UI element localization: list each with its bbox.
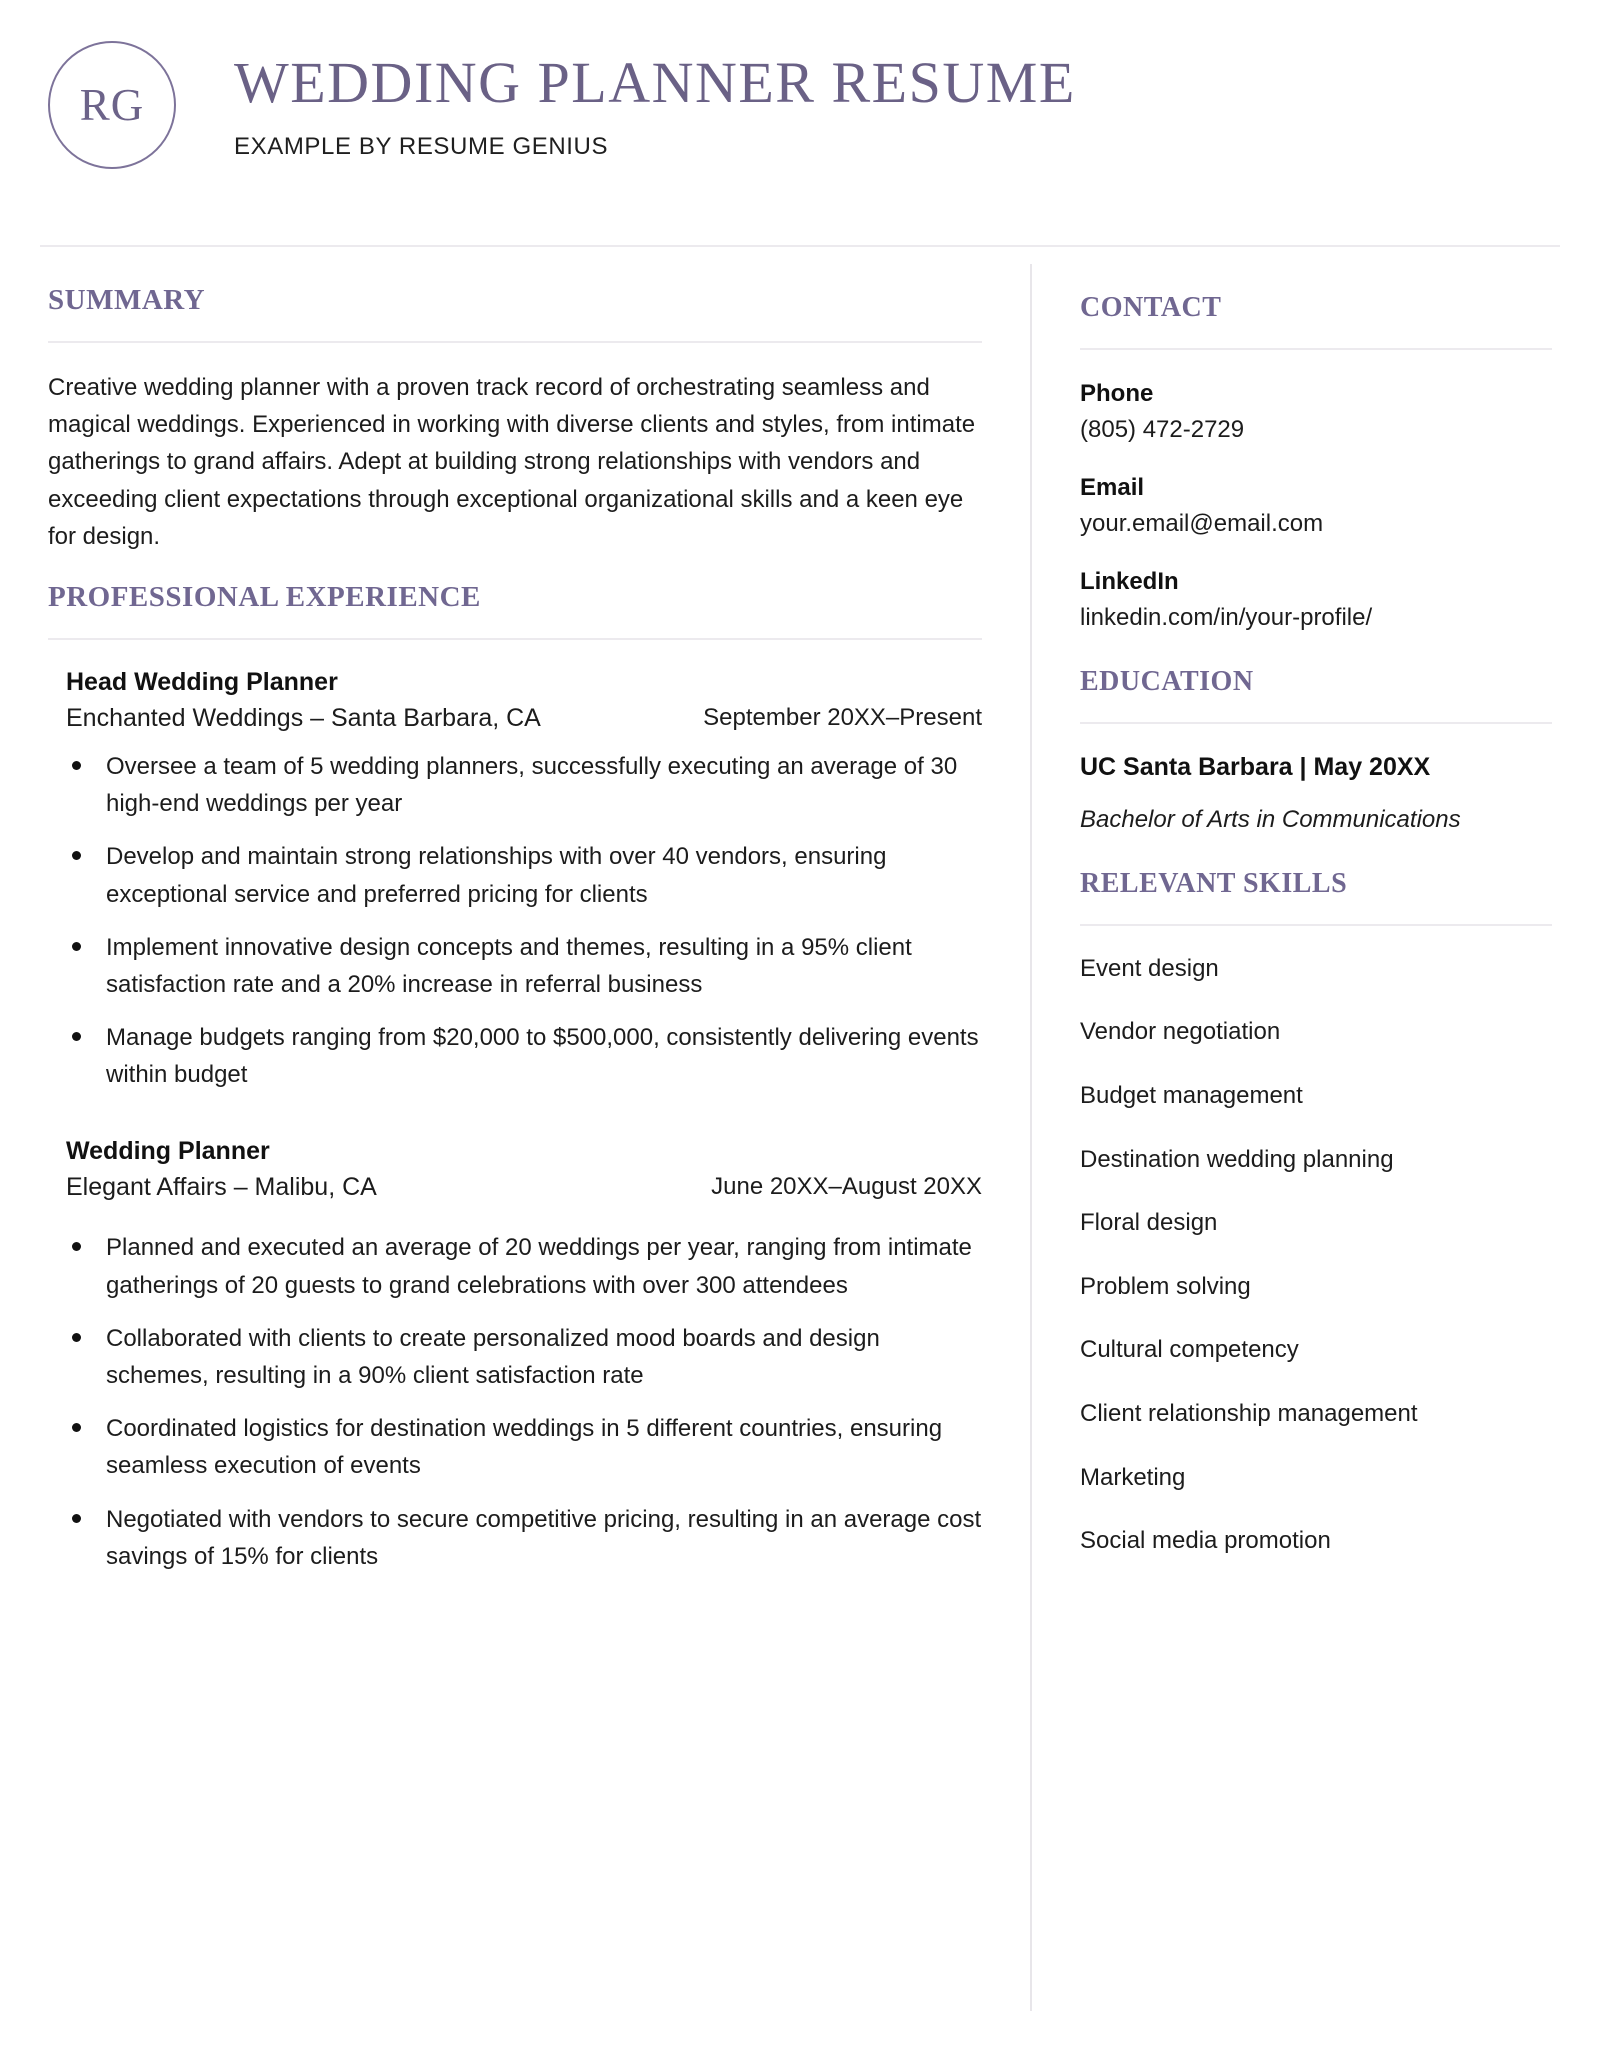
contact-value[interactable]: (805) 472-2729 xyxy=(1080,416,1245,443)
job-bullet xyxy=(48,1410,982,1484)
education-degree: Bachelor of Arts in Communications xyxy=(1080,806,1461,833)
list-item: Marketing xyxy=(1080,1463,1186,1491)
contact-item-phone xyxy=(1080,376,1552,448)
list-item: Client relationship management xyxy=(1080,1399,1418,1427)
job-header xyxy=(48,666,982,736)
job-bullet xyxy=(48,1229,982,1303)
list-item: Event design xyxy=(1080,954,1219,982)
list-item: Destination wedding planning xyxy=(1080,1145,1394,1173)
bullet-dot-icon xyxy=(72,1514,81,1523)
bullet-dot-icon xyxy=(72,761,81,770)
education-school: UC Santa Barbara | May 20XX xyxy=(1080,753,1431,781)
bullet-dot-icon xyxy=(72,1032,81,1041)
list-item: Problem solving xyxy=(1080,1272,1251,1300)
list-item: Vendor negotiation xyxy=(1080,1018,1281,1046)
header-divider xyxy=(40,245,1560,247)
section-heading-contact: CONTACT xyxy=(1080,292,1222,323)
list-item: Social media promotion xyxy=(1080,1527,1331,1555)
header-titles xyxy=(234,49,1076,162)
section-rule-contact xyxy=(1080,348,1552,350)
list-item: Cultural competency xyxy=(1080,1336,1299,1364)
main-column xyxy=(0,258,1030,2071)
page-title: WEDDING PLANNER RESUME xyxy=(234,49,1076,115)
job-header xyxy=(48,1135,982,1205)
page-subtitle: EXAMPLE BY RESUME GENIUS xyxy=(234,133,609,161)
job-bullets xyxy=(48,1229,982,1575)
job-title: Head Wedding Planner xyxy=(66,667,338,696)
summary-text: Creative wedding planner with a proven track record of orchestrating seamless and magical weddings. Experienced in working with diverse clients and styles, from intimate gatherings to grand affairs. Adept at building strong relationships with vendors and exceeding client expectations through exceptional organizational skills and a keen eye for design. xyxy=(48,374,976,550)
sidebar-column xyxy=(1032,258,1600,2071)
section-rule-experience xyxy=(48,638,982,640)
contact-item-email xyxy=(1080,470,1552,542)
contact-value[interactable]: linkedin.com/in/your-profile/ xyxy=(1080,604,1373,631)
bullet-dot-icon xyxy=(72,1242,81,1251)
job-bullet-text: Coordinated logistics for destination weddings in 5 different countries, ensuring seamless execution of events xyxy=(106,1415,943,1480)
list-item: Budget management xyxy=(1080,1081,1303,1109)
contact-value[interactable]: your.email@email.com xyxy=(1080,510,1324,537)
job-title: Wedding Planner xyxy=(66,1137,270,1166)
list-item: Floral design xyxy=(1080,1209,1218,1237)
experience-item xyxy=(48,1135,982,1575)
job-bullet xyxy=(48,1501,982,1575)
job-bullet-text: Develop and maintain strong relationships with over 40 vendors, ensuring exceptional service and preferred pricing for clients xyxy=(106,843,887,908)
job-dates: June 20XX–August 20XX xyxy=(711,1173,982,1201)
job-company: Enchanted Weddings – Santa Barbara, CA xyxy=(66,703,541,732)
section-heading-education: EDUCATION xyxy=(1080,666,1254,697)
section-heading-experience: PROFESSIONAL EXPERIENCE xyxy=(48,580,481,613)
contact-label: LinkedIn xyxy=(1080,568,1179,595)
job-bullet-text: Negotiated with vendors to secure competitive pricing, resulting in an average cost savings of 15% for clients xyxy=(106,1505,982,1570)
section-heading-summary: SUMMARY xyxy=(48,284,206,316)
job-dates: September 20XX–Present xyxy=(703,703,982,731)
contact-item-linkedin xyxy=(1080,564,1552,636)
job-bullet xyxy=(48,1320,982,1394)
job-bullet xyxy=(48,1019,982,1093)
job-bullet-text: Planned and executed an average of 20 weddings per year, ranging from intimate gatherings of 20 guests to grand celebrations with over 300 attendees xyxy=(106,1234,972,1299)
bullet-dot-icon xyxy=(72,1423,81,1432)
section-heading-skills: RELEVANT SKILLS xyxy=(1080,867,1348,899)
job-bullet xyxy=(48,748,982,822)
job-bullets xyxy=(48,748,982,1094)
resume-body xyxy=(0,258,1600,2071)
job-bullet-text: Oversee a team of 5 wedding planners, successfully executing an average of 30 high-end weddings per year xyxy=(106,752,958,818)
skills-list xyxy=(1080,952,1552,1558)
bullet-dot-icon xyxy=(72,942,81,951)
section-rule-education xyxy=(1080,722,1552,724)
job-bullet-text: Collaborated with clients to create personalized mood boards and design schemes, resulting in a 90% client satisfaction rate xyxy=(106,1324,880,1389)
job-bullet xyxy=(48,838,982,912)
contact-label: Phone xyxy=(1080,380,1154,407)
logo-circle xyxy=(48,41,176,169)
contact-label: Email xyxy=(1080,474,1145,501)
job-bullet-text: Implement innovative design concepts and themes, resulting in a 95% client satisfaction rate and a 20% increase in referral business xyxy=(106,933,912,998)
logo-initials: RG xyxy=(79,79,145,130)
section-rule-skills xyxy=(1080,924,1552,926)
bullet-dot-icon xyxy=(72,1333,81,1342)
job-company: Elegant Affairs – Malibu, CA xyxy=(66,1173,377,1202)
job-bullet xyxy=(48,929,982,1003)
section-rule-summary xyxy=(48,341,982,343)
experience-item xyxy=(48,666,982,1094)
resume-header xyxy=(0,0,1600,161)
job-bullet-text: Manage budgets ranging from $20,000 to $500,000, consistently delivering events within budget xyxy=(106,1024,979,1089)
bullet-dot-icon xyxy=(72,851,81,860)
